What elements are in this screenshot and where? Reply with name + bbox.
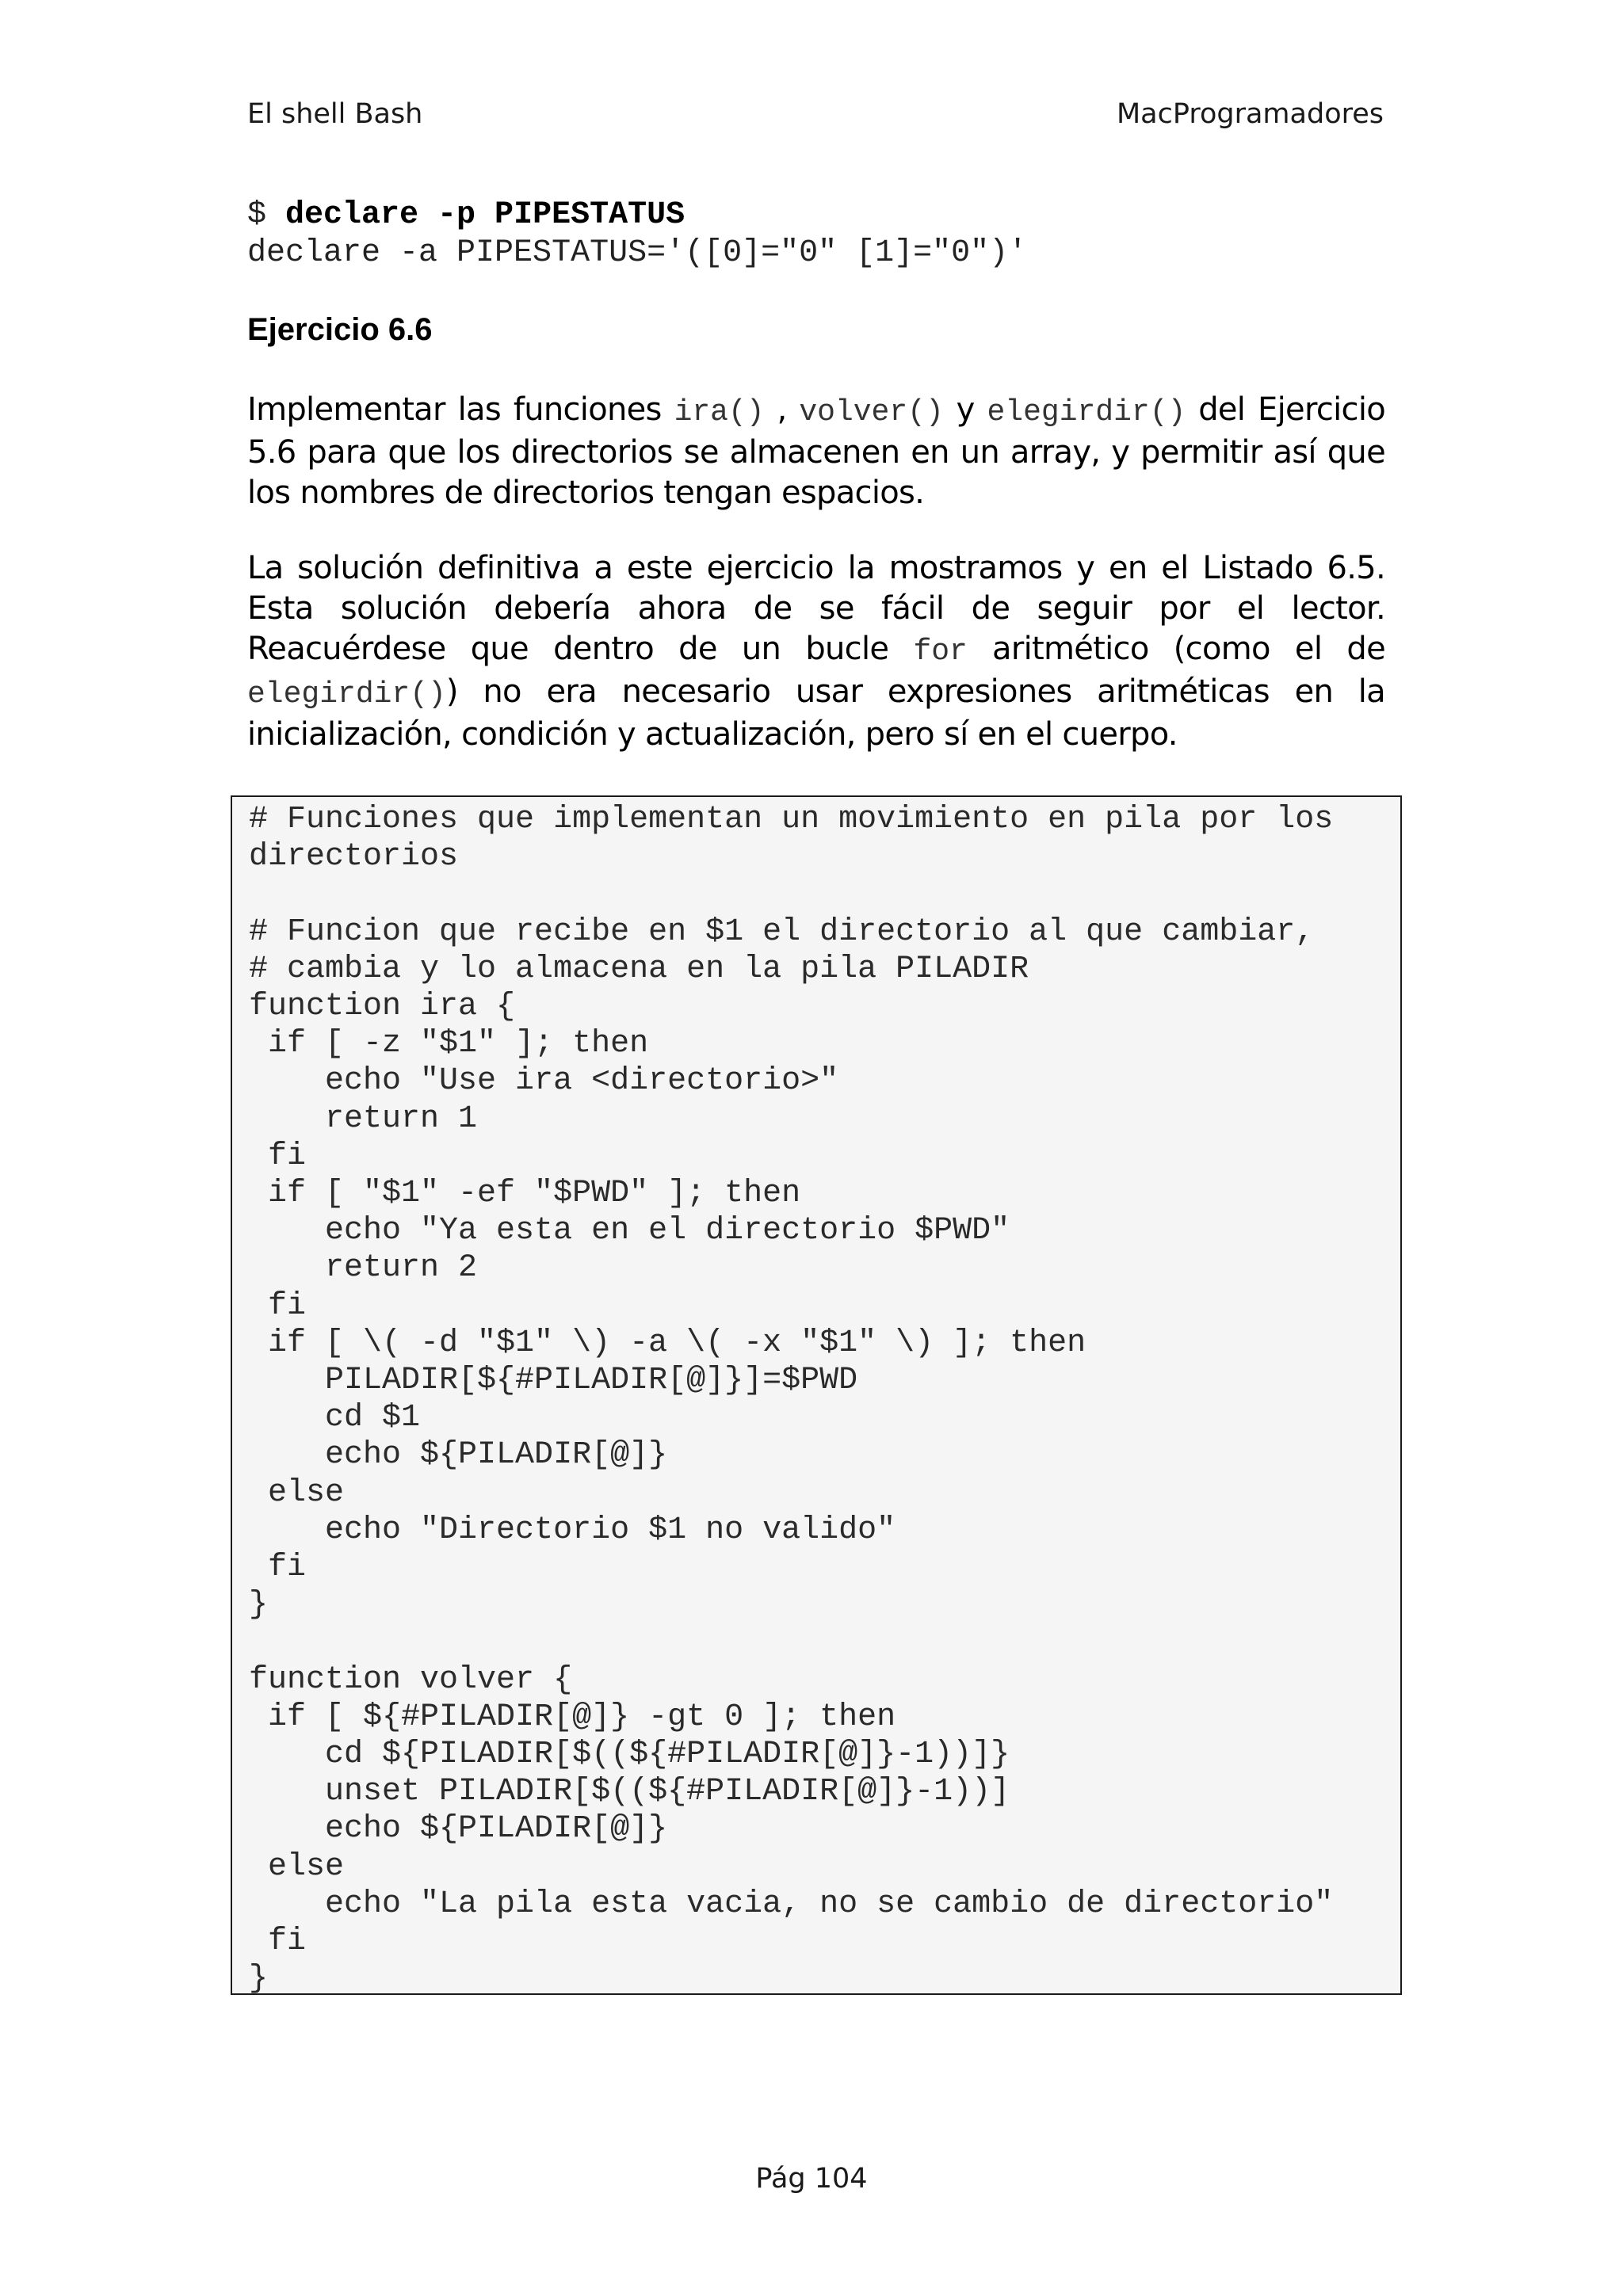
header-publisher: MacProgramadores	[1116, 98, 1384, 130]
solution-paragraph	[247, 548, 1385, 755]
page-number: Pág 104	[755, 2163, 868, 2195]
text-run: Implementar las funciones	[247, 391, 674, 428]
inline-code: ira()	[674, 395, 765, 429]
inline-code: volver()	[799, 395, 944, 429]
text-run: y	[943, 391, 987, 428]
command-output: declare -a PIPESTATUS='([0]="0" [1]="0")'	[247, 235, 1028, 271]
text-run: aritmético (como el de	[967, 631, 1385, 667]
text-run: La solución definitiva a este ejercicio la mostramos y en el Listado 6.5. Esta solución debería ahora de se fácil de seguir por el lector. Reacuérdese que dentro de un bucle	[247, 550, 1385, 667]
text-run: del Ejercicio 5.6 para que los directorios se almacenen en un array, y permitir así que los nombres de directorios tengan espacios.	[247, 391, 1386, 511]
command-example	[247, 196, 1027, 273]
code-listing-box	[231, 795, 1402, 1995]
text-run: ) no era necesario usar expresiones aritméticas en la inicialización, condición y actualización, pero sí en el cuerpo.	[247, 673, 1385, 753]
exercise-statement	[247, 390, 1385, 513]
inline-code: elegirdir()	[987, 395, 1186, 429]
inline-code: for	[913, 635, 968, 669]
code-listing: # Funciones que implementan un movimiento en pila por los directorios # Funcion que recibe en $1 el directorio al que cambiar, # cambia y lo almacena en la pila PILADIR function ira { if [ -z "$1" ]; then echo "Use ira <directorio>" return 1 fi if [ "$1" -ef "$PWD" ]; then echo "Ya esta en el directorio $PWD" return 2 fi if [ \( -d "$1" \) -a \( -x "$1" \) ]; then PILADIR[${#PILADIR[@]}]=$PWD cd $1 echo ${PILADIR[@]} else echo "Directorio $1 no valido" fi } function volver { if [ ${#PILADIR[@]} -gt 0 ]; then cd ${PILADIR[$((${#PILADIR[@]}-1))]} unset PILADIR[$((${#PILADIR[@]}-1))] echo ${PILADIR[@]} else echo "La pila esta vacia, no se cambio de directorio" fi }	[249, 802, 1334, 1997]
inline-code: elegirdir()	[247, 677, 446, 711]
command-prompt: $	[247, 197, 286, 233]
command-input: declare -p PIPESTATUS	[285, 197, 685, 233]
exercise-heading: Ejercicio 6.6	[247, 312, 433, 347]
text-run: ,	[764, 391, 800, 428]
header-book-title: El shell Bash	[247, 98, 423, 130]
